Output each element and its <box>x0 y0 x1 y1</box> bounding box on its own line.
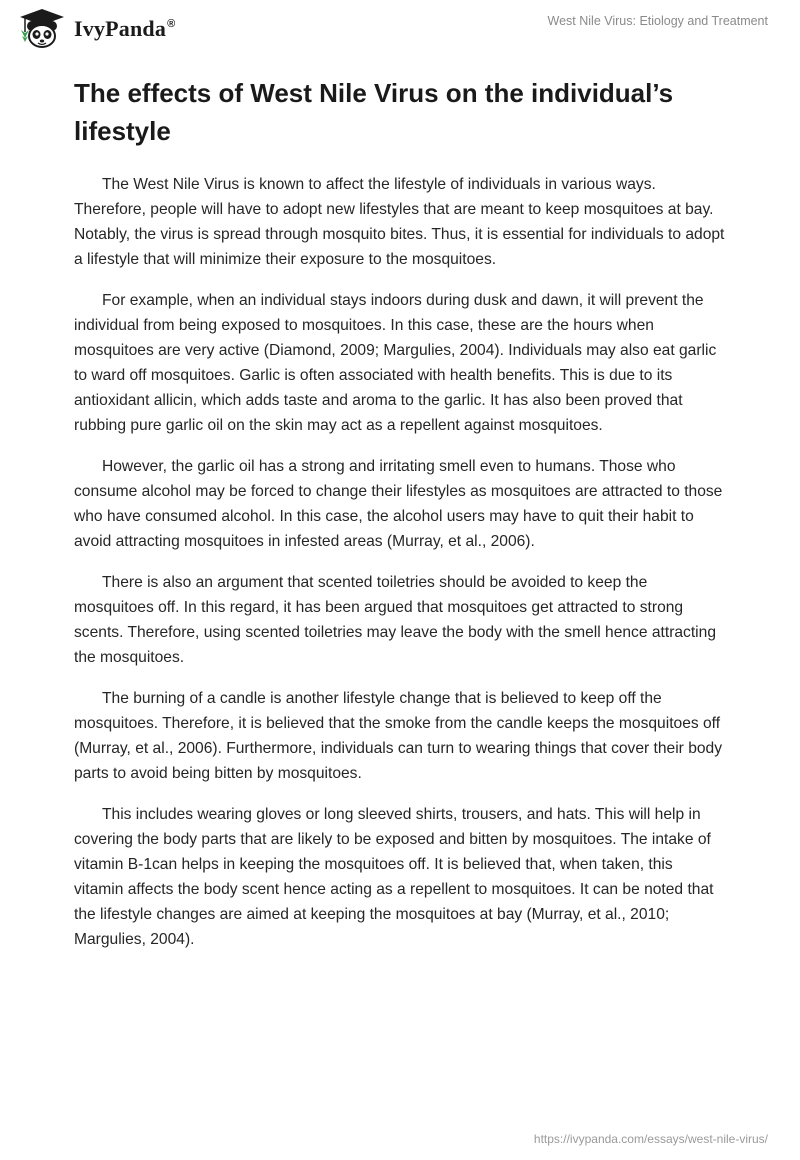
paragraph-3: However, the garlic oil has a strong and irritating smell even to humans. Those who consume alcohol may be forced to change their lifestyles as mosquitoes are attracted to those who have consumed alcohol. In this case, the alcohol users may have to quit their habit to avoid attracting mosquitoes in infested areas (Murray, et al., 2006). <box>74 458 723 550</box>
brand-name: IvyPanda® <box>74 16 176 41</box>
source-url[interactable]: https://ivypanda.com/essays/west-nile-virus/ <box>533 1132 768 1146</box>
section-heading: The effects of West Nile Virus on the individual’s lifestyle <box>74 78 674 146</box>
document-title: West Nile Virus: Etiology and Treatment <box>547 14 768 28</box>
registered-mark: ® <box>167 18 176 30</box>
panda-graduate-icon <box>14 6 68 50</box>
ivypanda-logo[interactable] <box>14 6 175 50</box>
paragraph-6: This includes wearing gloves or long sleeved shirts, trousers, and hats. This will help in covering the body parts that are likely to be exposed and bitten by mosquitoes. The intake of vitamin B-1can helps in keeping the mosquitoes off. It is believed that, when taken, this vitamin affects the body scent hence acting as a repellent to mosquitoes. It can be noted that the lifestyle changes are aimed at keeping the mosquitoes at bay (Murray, et al., 2010; Margulies, 2004). <box>74 806 714 948</box>
page-header <box>0 0 800 56</box>
article-body <box>74 172 726 968</box>
paragraph-2: For example, when an individual stays indoors during dusk and dawn, it will prevent the individual from being exposed to mosquitoes. In this case, these are the hours when mosquitoes are very active (Diamond, 2009; Margulies, 2004). Individuals may also eat garlic to ward off mosquitoes. Garlic is often associated with health benefits. This is due to its antioxidant allicin, which adds taste and aroma to the garlic. It has also been proved that rubbing pure garlic oil on the skin may act as a repellent against mosquitoes. <box>74 292 717 434</box>
paragraph-5: The burning of a candle is another lifestyle change that is believed to keep off the mosquitoes. Therefore, it is believed that the smoke from the candle keeps the mosquitoes off (Murray, et al., 2006). Furthermore, individuals can turn to wearing things that cover their body parts to avoid being bitten by mosquitoes. <box>74 690 723 782</box>
paragraph-4: There is also an argument that scented toiletries should be avoided to keep the mosquitoes off. In this regard, it has been argued that mosquitoes get attracted to strong scents. Therefore, using scented toiletries may leave the body with the smell hence attracting the mosquitoes. <box>74 574 716 666</box>
paragraph-1: The West Nile Virus is known to affect the lifestyle of individuals in various ways. Therefore, people will have to adopt new lifestyles that are meant to keep mosquitoes at bay. Notably, the virus is spread through mosquito bites. Thus, it is essential for individuals to adopt a lifestyle that will minimize their exposure to the mosquitoes. <box>74 176 725 268</box>
